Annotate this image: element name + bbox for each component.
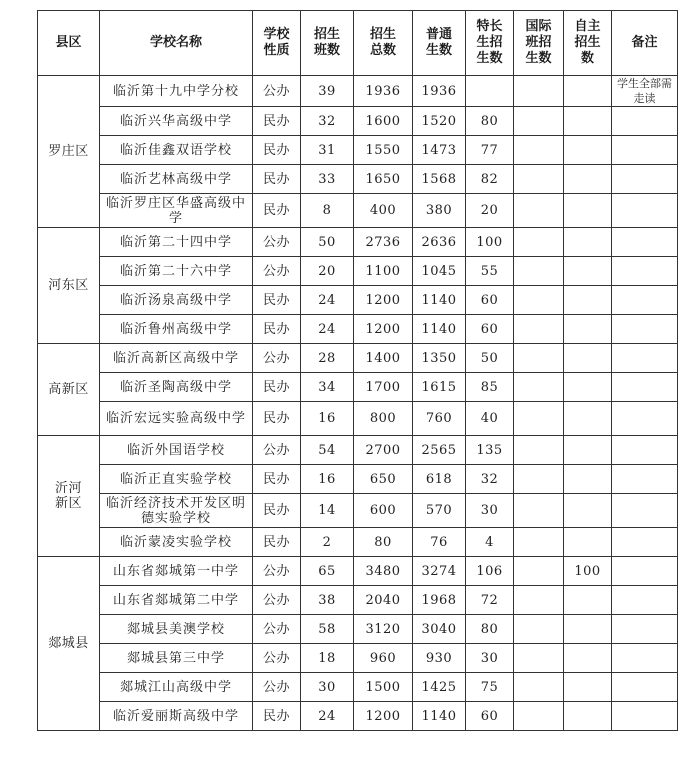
independent-enrollment-cell — [564, 107, 612, 136]
header-classes: 招生 班数 — [301, 11, 354, 76]
class-count-cell: 24 — [301, 315, 354, 344]
regular-students-cell: 3274 — [413, 557, 466, 586]
school-name-cell: 临沂蒙凌实验学校 — [100, 528, 253, 557]
specialty-students-cell: 60 — [466, 315, 514, 344]
independent-enrollment-cell — [564, 257, 612, 286]
school-type-cell: 民办 — [253, 165, 301, 194]
school-name-cell: 临沂高新区高级中学 — [100, 344, 253, 373]
note-cell — [612, 107, 678, 136]
regular-students-cell: 1520 — [413, 107, 466, 136]
table-body — [38, 76, 678, 731]
enrollment-table — [37, 10, 678, 731]
table-row — [38, 315, 678, 344]
school-name-cell: 临沂罗庄区华盛高级中学 — [100, 194, 253, 228]
table-row — [38, 194, 678, 228]
specialty-students-cell: 72 — [466, 586, 514, 615]
international-class-cell — [514, 76, 564, 107]
school-type-cell: 公办 — [253, 257, 301, 286]
total-enrollment-cell: 1700 — [354, 373, 413, 402]
note-cell — [612, 465, 678, 494]
international-class-cell — [514, 644, 564, 673]
note-cell — [612, 528, 678, 557]
class-count-cell: 33 — [301, 165, 354, 194]
class-count-cell: 20 — [301, 257, 354, 286]
school-name-cell: 临沂宏远实验高级中学 — [100, 402, 253, 436]
header-row — [38, 11, 678, 76]
total-enrollment-cell: 2736 — [354, 228, 413, 257]
international-class-cell — [514, 165, 564, 194]
class-count-cell: 58 — [301, 615, 354, 644]
specialty-students-cell: 80 — [466, 615, 514, 644]
independent-enrollment-cell — [564, 194, 612, 228]
specialty-students-cell: 85 — [466, 373, 514, 402]
school-name-cell: 临沂鲁州高级中学 — [100, 315, 253, 344]
header-county: 县区 — [38, 11, 100, 76]
total-enrollment-cell: 1500 — [354, 673, 413, 702]
school-name-cell: 临沂第二十四中学 — [100, 228, 253, 257]
international-class-cell — [514, 586, 564, 615]
school-type-cell: 公办 — [253, 557, 301, 586]
school-type-cell: 民办 — [253, 494, 301, 528]
specialty-students-cell: 40 — [466, 402, 514, 436]
independent-enrollment-cell — [564, 494, 612, 528]
independent-enrollment-cell — [564, 76, 612, 107]
school-type-cell: 民办 — [253, 528, 301, 557]
international-class-cell — [514, 673, 564, 702]
class-count-cell: 31 — [301, 136, 354, 165]
school-type-cell: 公办 — [253, 228, 301, 257]
note-cell — [612, 286, 678, 315]
regular-students-cell: 1968 — [413, 586, 466, 615]
total-enrollment-cell: 1600 — [354, 107, 413, 136]
regular-students-cell: 1140 — [413, 315, 466, 344]
regular-students-cell: 930 — [413, 644, 466, 673]
specialty-students-cell: 100 — [466, 228, 514, 257]
specialty-students-cell: 30 — [466, 494, 514, 528]
specialty-students-cell: 77 — [466, 136, 514, 165]
total-enrollment-cell: 650 — [354, 465, 413, 494]
international-class-cell — [514, 557, 564, 586]
international-class-cell — [514, 465, 564, 494]
table-row — [38, 107, 678, 136]
total-enrollment-cell: 960 — [354, 644, 413, 673]
school-name-cell: 临沂正直实验学校 — [100, 465, 253, 494]
school-type-cell: 民办 — [253, 702, 301, 731]
independent-enrollment-cell — [564, 286, 612, 315]
class-count-cell: 24 — [301, 286, 354, 315]
specialty-students-cell: 106 — [466, 557, 514, 586]
regular-students-cell: 3040 — [413, 615, 466, 644]
total-enrollment-cell: 1936 — [354, 76, 413, 107]
total-enrollment-cell: 2700 — [354, 436, 413, 465]
regular-students-cell: 570 — [413, 494, 466, 528]
independent-enrollment-cell — [564, 228, 612, 257]
table-row — [38, 615, 678, 644]
independent-enrollment-cell — [564, 165, 612, 194]
total-enrollment-cell: 3120 — [354, 615, 413, 644]
school-name-cell: 山东省郯城第一中学 — [100, 557, 253, 586]
regular-students-cell: 1350 — [413, 344, 466, 373]
school-type-cell: 民办 — [253, 373, 301, 402]
class-count-cell: 38 — [301, 586, 354, 615]
class-count-cell: 16 — [301, 465, 354, 494]
school-name-cell: 临沂外国语学校 — [100, 436, 253, 465]
regular-students-cell: 76 — [413, 528, 466, 557]
international-class-cell — [514, 494, 564, 528]
international-class-cell — [514, 615, 564, 644]
note-cell — [612, 228, 678, 257]
school-type-cell: 公办 — [253, 436, 301, 465]
international-class-cell — [514, 257, 564, 286]
table-row — [38, 586, 678, 615]
class-count-cell: 18 — [301, 644, 354, 673]
independent-enrollment-cell — [564, 373, 612, 402]
header-school: 学校名称 — [100, 11, 253, 76]
county-cell: 郯城县 — [38, 557, 100, 731]
class-count-cell: 14 — [301, 494, 354, 528]
school-name-cell: 临沂第十九中学分校 — [100, 76, 253, 107]
school-type-cell: 公办 — [253, 586, 301, 615]
school-type-cell: 公办 — [253, 673, 301, 702]
note-cell — [612, 315, 678, 344]
regular-students-cell: 1615 — [413, 373, 466, 402]
regular-students-cell: 1045 — [413, 257, 466, 286]
total-enrollment-cell: 1100 — [354, 257, 413, 286]
table-row — [38, 702, 678, 731]
table-row — [38, 165, 678, 194]
international-class-cell — [514, 228, 564, 257]
international-class-cell — [514, 402, 564, 436]
table-row — [38, 402, 678, 436]
table-row — [38, 286, 678, 315]
note-cell: 学生全部需走读 — [612, 76, 678, 107]
school-name-cell: 临沂圣陶高级中学 — [100, 373, 253, 402]
regular-students-cell: 1425 — [413, 673, 466, 702]
total-enrollment-cell: 1200 — [354, 702, 413, 731]
specialty-students-cell: 30 — [466, 644, 514, 673]
school-name-cell: 临沂第二十六中学 — [100, 257, 253, 286]
independent-enrollment-cell — [564, 136, 612, 165]
international-class-cell — [514, 286, 564, 315]
class-count-cell: 16 — [301, 402, 354, 436]
school-type-cell: 民办 — [253, 402, 301, 436]
table-row — [38, 257, 678, 286]
total-enrollment-cell: 80 — [354, 528, 413, 557]
school-name-cell: 临沂兴华高级中学 — [100, 107, 253, 136]
international-class-cell — [514, 315, 564, 344]
class-count-cell: 39 — [301, 76, 354, 107]
regular-students-cell: 1936 — [413, 76, 466, 107]
school-name-cell: 山东省郯城第二中学 — [100, 586, 253, 615]
school-name-cell: 郯城县美澳学校 — [100, 615, 253, 644]
total-enrollment-cell: 2040 — [354, 586, 413, 615]
class-count-cell: 30 — [301, 673, 354, 702]
header-note: 备注 — [612, 11, 678, 76]
independent-enrollment-cell — [564, 615, 612, 644]
class-count-cell: 34 — [301, 373, 354, 402]
total-enrollment-cell: 1200 — [354, 315, 413, 344]
international-class-cell — [514, 373, 564, 402]
independent-enrollment-cell — [564, 436, 612, 465]
total-enrollment-cell: 1400 — [354, 344, 413, 373]
class-count-cell: 54 — [301, 436, 354, 465]
note-cell — [612, 702, 678, 731]
regular-students-cell: 1140 — [413, 286, 466, 315]
regular-students-cell: 380 — [413, 194, 466, 228]
independent-enrollment-cell — [564, 465, 612, 494]
note-cell — [612, 136, 678, 165]
specialty-students-cell: 82 — [466, 165, 514, 194]
school-type-cell: 民办 — [253, 315, 301, 344]
school-type-cell: 民办 — [253, 136, 301, 165]
school-name-cell: 临沂佳鑫双语学校 — [100, 136, 253, 165]
international-class-cell — [514, 194, 564, 228]
table-row — [38, 557, 678, 586]
specialty-students-cell: 60 — [466, 286, 514, 315]
independent-enrollment-cell — [564, 586, 612, 615]
table-row — [38, 436, 678, 465]
specialty-students-cell: 135 — [466, 436, 514, 465]
specialty-students-cell: 32 — [466, 465, 514, 494]
school-type-cell: 民办 — [253, 107, 301, 136]
specialty-students-cell — [466, 76, 514, 107]
regular-students-cell: 760 — [413, 402, 466, 436]
header-special: 特长 生招 生数 — [466, 11, 514, 76]
total-enrollment-cell: 3480 — [354, 557, 413, 586]
note-cell — [612, 194, 678, 228]
school-type-cell: 公办 — [253, 615, 301, 644]
school-name-cell: 临沂爱丽斯高级中学 — [100, 702, 253, 731]
independent-enrollment-cell — [564, 402, 612, 436]
header-international: 国际 班招 生数 — [514, 11, 564, 76]
total-enrollment-cell: 1200 — [354, 286, 413, 315]
note-cell — [612, 436, 678, 465]
header-type: 学校 性质 — [253, 11, 301, 76]
international-class-cell — [514, 702, 564, 731]
note-cell — [612, 165, 678, 194]
note-cell — [612, 644, 678, 673]
table-row — [38, 373, 678, 402]
note-cell — [612, 586, 678, 615]
header-total: 招生 总数 — [354, 11, 413, 76]
county-cell: 罗庄区 — [38, 76, 100, 228]
class-count-cell: 50 — [301, 228, 354, 257]
regular-students-cell: 1568 — [413, 165, 466, 194]
header-independent: 自主 招生 数 — [564, 11, 612, 76]
total-enrollment-cell: 1550 — [354, 136, 413, 165]
note-cell — [612, 494, 678, 528]
international-class-cell — [514, 528, 564, 557]
specialty-students-cell: 20 — [466, 194, 514, 228]
regular-students-cell: 1140 — [413, 702, 466, 731]
table-row — [38, 76, 678, 107]
total-enrollment-cell: 800 — [354, 402, 413, 436]
independent-enrollment-cell — [564, 315, 612, 344]
regular-students-cell: 618 — [413, 465, 466, 494]
independent-enrollment-cell — [564, 528, 612, 557]
total-enrollment-cell: 600 — [354, 494, 413, 528]
class-count-cell: 8 — [301, 194, 354, 228]
school-type-cell: 民办 — [253, 465, 301, 494]
total-enrollment-cell: 400 — [354, 194, 413, 228]
school-type-cell: 公办 — [253, 344, 301, 373]
regular-students-cell: 1473 — [413, 136, 466, 165]
total-enrollment-cell: 1650 — [354, 165, 413, 194]
class-count-cell: 65 — [301, 557, 354, 586]
independent-enrollment-cell — [564, 344, 612, 373]
table-row — [38, 465, 678, 494]
school-type-cell: 民办 — [253, 194, 301, 228]
table-row — [38, 228, 678, 257]
county-cell: 沂河 新区 — [38, 436, 100, 557]
note-cell — [612, 344, 678, 373]
header-regular: 普通 生数 — [413, 11, 466, 76]
class-count-cell: 32 — [301, 107, 354, 136]
school-name-cell: 临沂艺林高级中学 — [100, 165, 253, 194]
note-cell — [612, 615, 678, 644]
table-row — [38, 644, 678, 673]
note-cell — [612, 257, 678, 286]
international-class-cell — [514, 107, 564, 136]
school-type-cell: 公办 — [253, 644, 301, 673]
specialty-students-cell: 55 — [466, 257, 514, 286]
school-name-cell: 郯城县第三中学 — [100, 644, 253, 673]
school-type-cell: 公办 — [253, 76, 301, 107]
specialty-students-cell: 60 — [466, 702, 514, 731]
specialty-students-cell: 4 — [466, 528, 514, 557]
specialty-students-cell: 50 — [466, 344, 514, 373]
independent-enrollment-cell — [564, 702, 612, 731]
table-header — [38, 11, 678, 76]
specialty-students-cell: 80 — [466, 107, 514, 136]
school-name-cell: 临沂汤泉高级中学 — [100, 286, 253, 315]
table-row — [38, 136, 678, 165]
note-cell — [612, 557, 678, 586]
county-cell: 高新区 — [38, 344, 100, 436]
international-class-cell — [514, 344, 564, 373]
independent-enrollment-cell — [564, 673, 612, 702]
school-name-cell: 郯城江山高级中学 — [100, 673, 253, 702]
school-name-cell: 临沂经济技术开发区明德实验学校 — [100, 494, 253, 528]
international-class-cell — [514, 436, 564, 465]
school-type-cell: 民办 — [253, 286, 301, 315]
note-cell — [612, 373, 678, 402]
county-cell: 河东区 — [38, 228, 100, 344]
class-count-cell: 28 — [301, 344, 354, 373]
regular-students-cell: 2565 — [413, 436, 466, 465]
specialty-students-cell: 75 — [466, 673, 514, 702]
international-class-cell — [514, 136, 564, 165]
independent-enrollment-cell: 100 — [564, 557, 612, 586]
regular-students-cell: 2636 — [413, 228, 466, 257]
note-cell — [612, 402, 678, 436]
table-row — [38, 494, 678, 528]
table-row — [38, 528, 678, 557]
independent-enrollment-cell — [564, 644, 612, 673]
table-row — [38, 344, 678, 373]
note-cell — [612, 673, 678, 702]
class-count-cell: 2 — [301, 528, 354, 557]
class-count-cell: 24 — [301, 702, 354, 731]
table-row — [38, 673, 678, 702]
